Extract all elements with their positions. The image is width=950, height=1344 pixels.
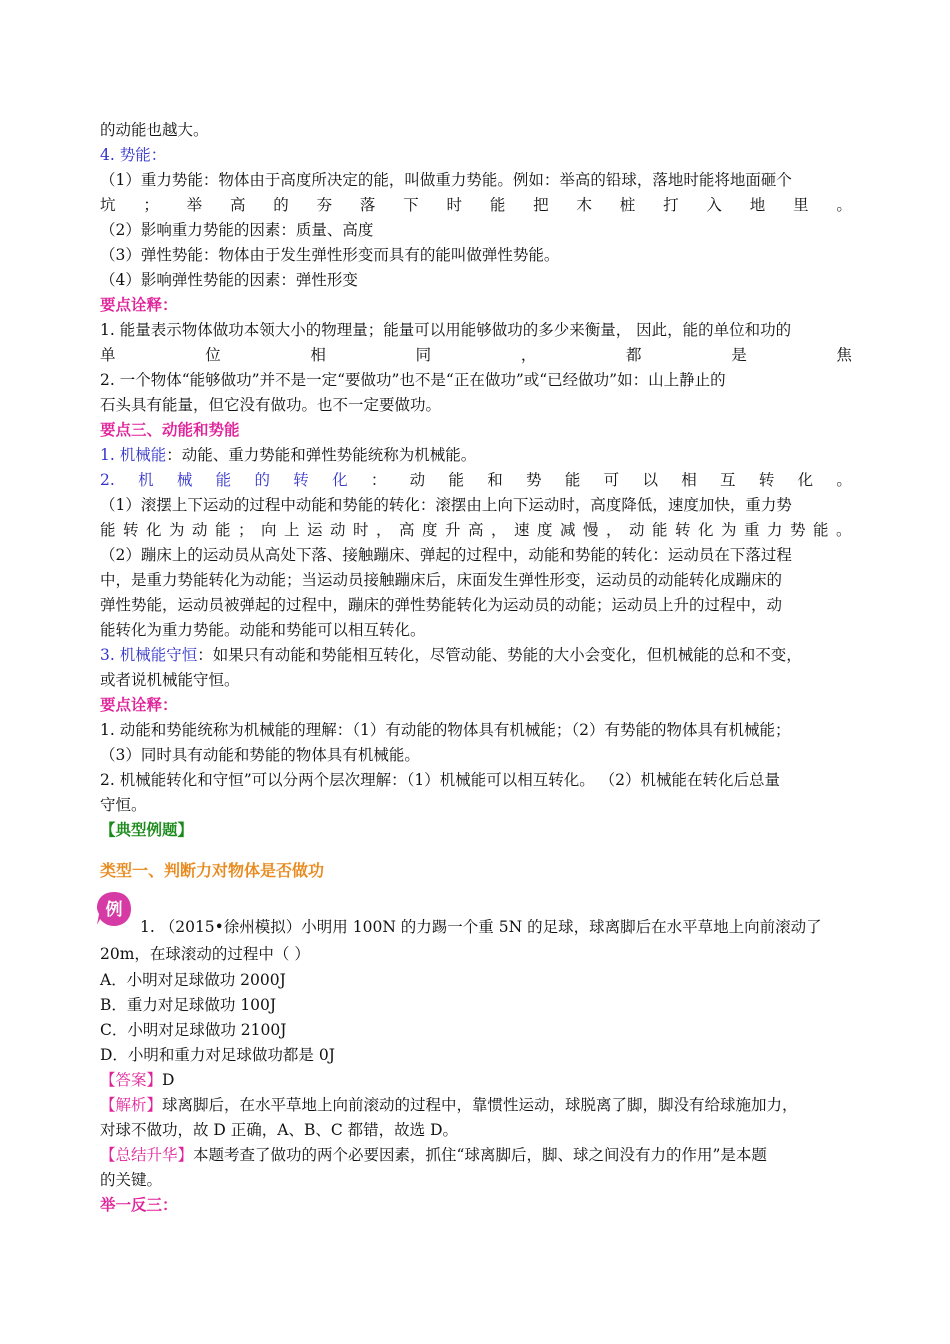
justified-char: 桩	[619, 196, 636, 214]
justified-char: 动	[192, 521, 208, 539]
text-line: 1. 动能和势能统称为机械能的理解：（1）有动能的物体具有机械能；（2）有势能的物体具有机械能；	[100, 721, 791, 739]
justified-char: 能	[564, 471, 581, 489]
justified-char: 举	[186, 196, 203, 214]
justified-char: 木	[576, 196, 592, 214]
justified-char: 度	[422, 521, 438, 539]
justified-char: 高	[399, 521, 415, 539]
justified-char: 重	[744, 521, 760, 539]
justified-char: 为	[721, 521, 737, 539]
justified-char: 化	[332, 471, 348, 489]
text-line: 的动能也越大。	[100, 121, 209, 139]
justified-char: 落	[359, 196, 376, 214]
text-line: （2）蹦床上的运动员从高处下落、接触蹦床、弹起的过程中，动能和势能的转化：运动员在下落过程	[100, 546, 792, 564]
justified-char: 的	[273, 196, 289, 214]
justified-char: 相	[310, 346, 326, 364]
justified-char: 动	[629, 521, 645, 539]
text-line: 守恒。	[100, 796, 147, 814]
justified-line	[100, 343, 852, 368]
justified-char: 相	[681, 471, 697, 489]
justified-char: 入	[706, 196, 722, 214]
text-line: 石头具有能量，但它没有做功。也不一定要做功。	[100, 396, 442, 414]
justified-char: 运	[307, 521, 323, 539]
justified-char: 时	[446, 196, 463, 214]
option-d: D．小明和重力对足球做功都是 0J	[100, 1046, 335, 1064]
term-mechanical-energy: 1. 机械能	[100, 446, 167, 464]
key-point-heading: 要点诠释：	[100, 296, 178, 314]
text-line: 或者说机械能守恒。	[100, 671, 240, 689]
key-point-heading: 要点诠释：	[100, 696, 178, 714]
justified-char: 能	[813, 521, 829, 539]
text-line: （2）影响重力势能的因素：质量、高度	[100, 221, 374, 239]
text-line: （1）重力势能：物体由于高度所决定的能，叫做重力势能。例如：举高的铅球，落地时能将地面砸个	[100, 171, 792, 189]
text-line: 中，是重力势能转化为动能；当运动员接触蹦床后，床面发生弹性形变，运动员的动能转化成蹦床的	[100, 571, 783, 589]
justified-char: 能	[215, 471, 232, 489]
justified-char: 转	[675, 521, 691, 539]
justified-char: ，	[376, 521, 392, 539]
justified-char: 化	[797, 471, 814, 489]
example-badge-icon	[96, 890, 132, 928]
justified-char: 焦	[836, 346, 852, 364]
text-line: （4）影响弹性势能的因素：弹性形变	[100, 271, 358, 289]
text-line: 的关键。	[100, 1171, 163, 1189]
justified-char: ，	[520, 346, 537, 364]
justified-char: 。	[836, 471, 852, 489]
text-line: 2. 机械能转化和守恒”可以分两个层次理解：（1）机械能可以相互转化。 （2）机械能在转化后总量	[100, 771, 781, 789]
justified-char: 能	[489, 196, 506, 214]
text-line: 2. 一个物体“能够做功”并不是一定“要做功”也不是“正在做功”或“已经做功”如：山上静止的	[100, 371, 726, 389]
practice-heading: 举一反三：	[100, 1196, 178, 1214]
justified-char: ，	[606, 521, 622, 539]
justified-char: 位	[205, 346, 221, 364]
justified-char: 势	[790, 521, 806, 539]
text-line: （3）同时具有动能和势能的物体具有机械能。	[100, 746, 420, 764]
option-a: A．小明对足球做功 2000J	[100, 971, 286, 989]
text-line	[100, 643, 852, 668]
justified-char: 2.	[100, 471, 115, 489]
text-line: 弹性势能，运动员被弹起的过程中，蹦床的弹性势能转化为运动员的动能；运动员上升的过程中，动	[100, 596, 783, 614]
justified-char: 势	[526, 471, 542, 489]
answer-line	[100, 1068, 852, 1093]
summary-tag: 【总结升华】	[100, 1146, 194, 1164]
justified-char: 下	[403, 196, 419, 214]
definition-text: ：如果只有动能和势能相互转化，尽管动能、势能的大小会变化，但机械能的总和不变，	[197, 646, 802, 664]
justified-char: 夯	[316, 196, 333, 214]
text-line: （3）弹性势能：物体由于发生弹性形变而具有的能叫做弹性势能。	[100, 246, 560, 264]
justified-char: 动	[330, 521, 346, 539]
text-line	[100, 443, 852, 468]
question-stem: 1. （2015•徐州模拟）小明用 100N 的力踢一个重 5N 的足球，球离脚后在水平草地上向前滚动了	[140, 918, 822, 936]
justified-char: 的	[254, 471, 270, 489]
text-line: 能转化为重力势能。动能和势能可以相互转化。	[100, 621, 426, 639]
justified-char: 减	[560, 521, 576, 539]
text-line: （1）滚摆上下运动的过程中动能和势能的转化：滚摆由上向下运动时，高度降低，速度加快，重力势	[100, 496, 792, 514]
justified-char: 打	[663, 196, 679, 214]
type-one-heading: 类型一、判断力对物体是否做功	[100, 861, 325, 880]
justified-char: 能	[215, 521, 231, 539]
analysis-text: 球离脚后，在水平草地上向前滚动的过程中，靠惯性运动，球脱离了脚，脚没有给球施加力，	[162, 1096, 798, 1114]
justified-char: 以	[642, 471, 658, 489]
justified-char: 速	[514, 521, 530, 539]
option-b: B．重力对足球做功 100J	[100, 996, 277, 1014]
justified-char: 向	[261, 521, 277, 539]
justified-char: 能	[652, 521, 668, 539]
justified-char: 。	[836, 521, 852, 539]
justified-char: 慢	[583, 521, 599, 539]
summary-line	[100, 1143, 852, 1168]
section-heading-potential-energy: 4. 势能：	[100, 146, 167, 164]
justified-char: ：	[370, 471, 387, 489]
justified-char: 。	[836, 196, 852, 214]
justified-char: 单	[100, 346, 116, 364]
justified-char: 转	[758, 471, 775, 489]
answer-value: D	[162, 1071, 175, 1089]
text-line: 1. 能量表示物体做功本领大小的物理量；能量可以用能够做功的多少来衡量， 因此，能的单位和功的	[100, 321, 792, 339]
justified-char: 化	[698, 521, 714, 539]
justified-char: ；	[143, 196, 159, 214]
justified-char: 地	[749, 196, 766, 214]
justified-char: 上	[284, 521, 300, 539]
option-c: C．小明对足球做功 2100J	[100, 1021, 287, 1039]
justified-char: 把	[533, 196, 549, 214]
justified-char: ；	[238, 521, 254, 539]
justified-char: 时	[353, 521, 369, 539]
justified-char: 和	[487, 471, 503, 489]
justified-char: 能	[448, 471, 464, 489]
justified-char: 里	[793, 196, 809, 214]
analysis-line	[100, 1093, 852, 1118]
justified-char: 转	[123, 521, 139, 539]
justified-char: 机	[138, 471, 154, 489]
example-badge-label: 例	[105, 900, 123, 920]
justified-char: 是	[731, 346, 747, 364]
justified-line	[100, 468, 852, 493]
summary-text: 本题考查了做功的两个必要因素，抓住“球离脚后，脚、球之间没有力的作用”是本题	[193, 1146, 767, 1164]
justified-char: 度	[537, 521, 553, 539]
justified-char: 都	[626, 346, 642, 364]
justified-char: 化	[146, 521, 162, 539]
justified-char: 同	[415, 346, 432, 364]
justified-char: 升	[445, 521, 461, 539]
definition-text: ：动能、重力势能和弹性势能统称为机械能。	[166, 446, 477, 464]
question-stem-cont: 20m，在球滚动的过程中（ ）	[100, 945, 310, 963]
justified-char: 高	[229, 196, 246, 214]
justified-char: 互	[720, 471, 736, 489]
justified-char: ，	[491, 521, 507, 539]
justified-line	[100, 193, 852, 218]
justified-char: 坑	[100, 196, 116, 214]
typical-examples-heading: 【典型例题】	[100, 821, 194, 839]
text-line: 对球不做功，故 D 正确，A、B、C 都错，故选 D。	[100, 1121, 459, 1139]
justified-char: 力	[767, 521, 783, 539]
justified-char: 可	[603, 471, 620, 489]
justified-char: 动	[409, 471, 426, 489]
justified-line	[100, 518, 852, 543]
section-heading-kinetic-potential: 要点三、动能和势能	[100, 421, 240, 439]
justified-char: 为	[169, 521, 185, 539]
justified-char: 械	[176, 471, 193, 489]
justified-char: 能	[100, 521, 116, 539]
analysis-tag: 【解析】	[100, 1096, 163, 1114]
justified-char: 高	[468, 521, 484, 539]
justified-char: 转	[293, 471, 309, 489]
term-conservation: 3. 机械能守恒	[100, 646, 198, 664]
answer-tag: 【答案】	[100, 1071, 163, 1089]
